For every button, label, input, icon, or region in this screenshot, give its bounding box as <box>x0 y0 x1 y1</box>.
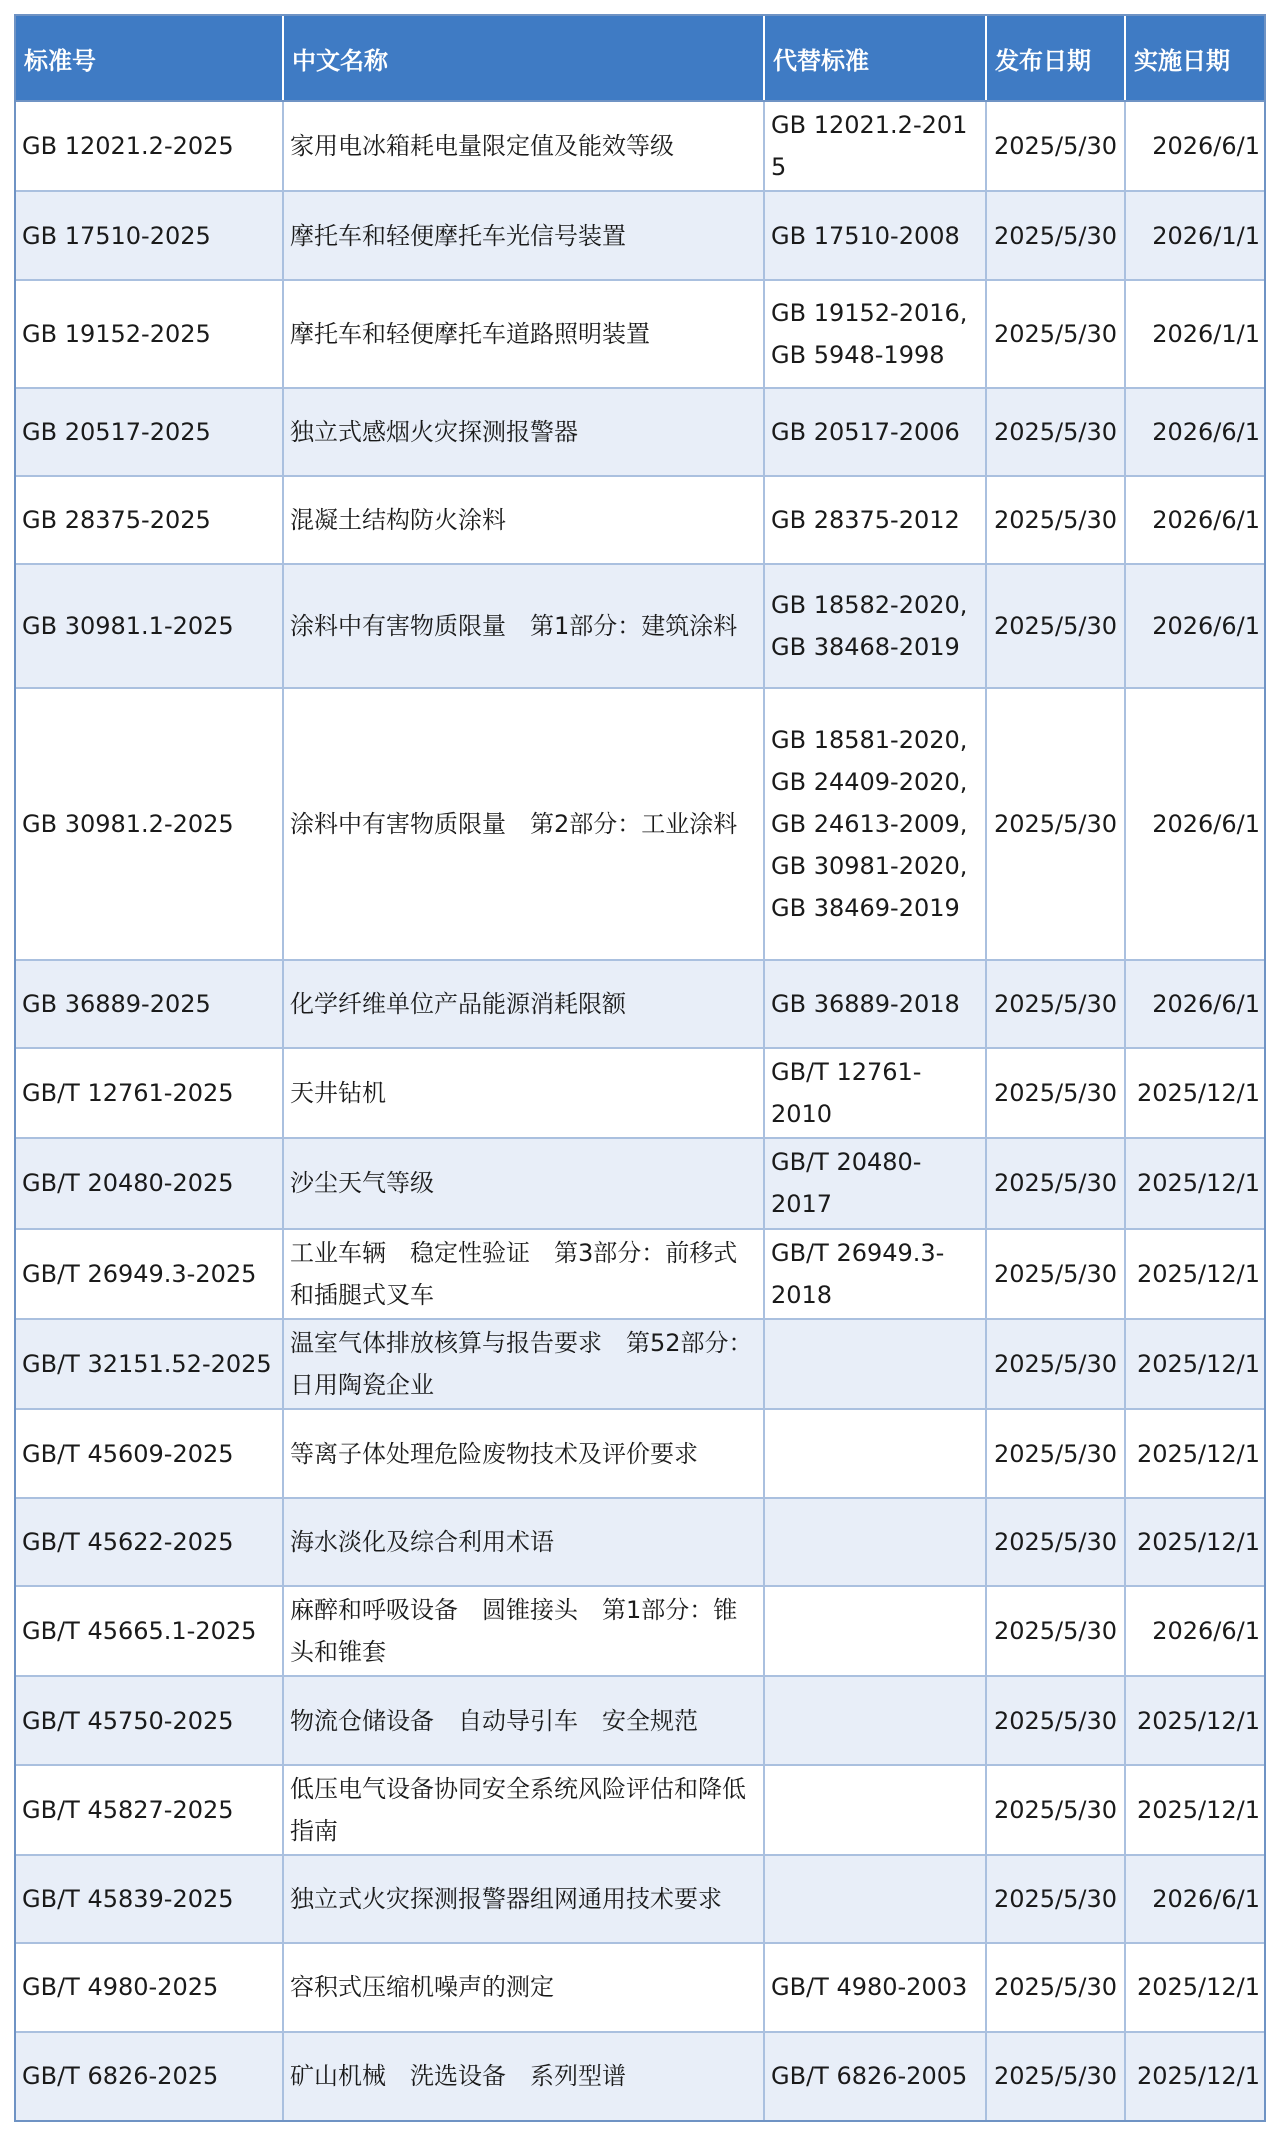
cell-effective-date: 2026/6/1 <box>1125 960 1264 1048</box>
replaced-standard-line: GB 5948-1998 <box>771 340 945 369</box>
cell-standard-number: GB 17510-2025 <box>16 191 283 279</box>
cell-standard-number: GB 30981.1-2025 <box>16 564 283 688</box>
replaced-standard-line: GB 12021.2-2015 <box>771 111 968 182</box>
table-row <box>16 1943 1264 2031</box>
replaced-standard-line: GB/T 20480- <box>771 1148 922 1177</box>
cell-replaced-standard <box>764 101 986 191</box>
cell-publish-date: 2025/5/30 <box>986 960 1125 1048</box>
cell-replaced-standard <box>764 1765 986 1855</box>
cell-chinese-name: 麻醉和呼吸设备 圆锥接头 第1部分：锥头和锥套 <box>283 1586 764 1676</box>
cell-chinese-name: 天井钻机 <box>283 1048 764 1138</box>
table-row <box>16 280 1264 388</box>
cell-effective-date: 2026/6/1 <box>1125 1586 1264 1676</box>
cell-standard-number: GB/T 32151.52-2025 <box>16 1319 283 1409</box>
replaced-standard-line: GB 30981-2020, <box>771 852 968 881</box>
cell-publish-date: 2025/5/30 <box>986 1676 1125 1764</box>
cell-replaced-standard <box>764 564 986 688</box>
cell-replaced-standard <box>764 191 986 279</box>
cell-replaced-standard <box>764 1498 986 1586</box>
cell-publish-date: 2025/5/30 <box>986 101 1125 191</box>
replaced-standard-line: GB/T 26949.3- <box>771 1238 945 1267</box>
cell-replaced-standard <box>764 476 986 564</box>
table-row <box>16 1319 1264 1409</box>
cell-chinese-name: 沙尘天气等级 <box>283 1138 764 1228</box>
cell-effective-date: 2025/12/1 <box>1125 1409 1264 1497</box>
cell-publish-date: 2025/5/30 <box>986 1048 1125 1138</box>
table-row <box>16 1048 1264 1138</box>
cell-effective-date: 2025/12/1 <box>1125 1319 1264 1409</box>
replaced-standard-line: GB 19152-2016, <box>771 298 968 327</box>
cell-publish-date: 2025/5/30 <box>986 2032 1125 2120</box>
cell-publish-date: 2025/5/30 <box>986 1409 1125 1497</box>
cell-chinese-name: 容积式压缩机噪声的测定 <box>283 1943 764 2031</box>
replaced-standard-line: GB 24613-2009, <box>771 810 968 839</box>
cell-publish-date: 2025/5/30 <box>986 1138 1125 1228</box>
cell-effective-date: 2025/12/1 <box>1125 2032 1264 2120</box>
cell-publish-date: 2025/5/30 <box>986 388 1125 476</box>
cell-replaced-standard <box>764 1943 986 2031</box>
cell-publish-date: 2025/5/30 <box>986 280 1125 388</box>
cell-standard-number: GB 20517-2025 <box>16 388 283 476</box>
table-row <box>16 1586 1264 1676</box>
cell-chinese-name: 低压电气设备协同安全系统风险评估和降低指南 <box>283 1765 764 1855</box>
replaced-standard-line: 2017 <box>771 1190 833 1219</box>
cell-chinese-name: 家用电冰箱耗电量限定值及能效等级 <box>283 101 764 191</box>
header-publish-date: 发布日期 <box>986 16 1125 101</box>
cell-publish-date: 2025/5/30 <box>986 1943 1125 2031</box>
table-row <box>16 2032 1264 2120</box>
cell-publish-date: 2025/5/30 <box>986 476 1125 564</box>
cell-effective-date: 2025/12/1 <box>1125 1498 1264 1586</box>
cell-publish-date: 2025/5/30 <box>986 1319 1125 1409</box>
cell-replaced-standard <box>764 1319 986 1409</box>
cell-replaced-standard <box>764 1409 986 1497</box>
header-chinese-name: 中文名称 <box>283 16 764 101</box>
table-row <box>16 1138 1264 1228</box>
cell-standard-number: GB 12021.2-2025 <box>16 101 283 191</box>
cell-publish-date: 2025/5/30 <box>986 1855 1125 1943</box>
cell-effective-date: 2025/12/1 <box>1125 1676 1264 1764</box>
cell-effective-date: 2026/1/1 <box>1125 191 1264 279</box>
cell-effective-date: 2025/12/1 <box>1125 1138 1264 1228</box>
replaced-standard-line: GB/T 4980-2003 <box>771 1973 968 2002</box>
table-row <box>16 960 1264 1048</box>
cell-standard-number: GB 28375-2025 <box>16 476 283 564</box>
replaced-standard-line: GB 38468-2019 <box>771 633 960 662</box>
table-row <box>16 1676 1264 1764</box>
table-row <box>16 476 1264 564</box>
cell-publish-date: 2025/5/30 <box>986 688 1125 959</box>
replaced-standard-line: GB 18581-2020, <box>771 726 968 755</box>
cell-standard-number: GB/T 45622-2025 <box>16 1498 283 1586</box>
cell-effective-date: 2026/6/1 <box>1125 101 1264 191</box>
cell-publish-date: 2025/5/30 <box>986 1586 1125 1676</box>
cell-chinese-name: 独立式感烟火灾探测报警器 <box>283 388 764 476</box>
replaced-standard-line: GB 38469-2019 <box>771 894 960 923</box>
cell-effective-date: 2026/6/1 <box>1125 564 1264 688</box>
cell-standard-number: GB/T 45827-2025 <box>16 1765 283 1855</box>
table-row <box>16 1855 1264 1943</box>
standards-table-container <box>14 14 1266 2122</box>
table-header-row <box>16 16 1264 101</box>
cell-effective-date: 2026/6/1 <box>1125 476 1264 564</box>
standards-table <box>16 16 1264 2120</box>
table-body <box>16 101 1264 2120</box>
cell-replaced-standard <box>764 280 986 388</box>
cell-replaced-standard <box>764 388 986 476</box>
cell-chinese-name: 混凝土结构防火涂料 <box>283 476 764 564</box>
cell-publish-date: 2025/5/30 <box>986 564 1125 688</box>
cell-standard-number: GB 36889-2025 <box>16 960 283 1048</box>
cell-replaced-standard <box>764 960 986 1048</box>
cell-standard-number: GB/T 45609-2025 <box>16 1409 283 1497</box>
cell-replaced-standard <box>764 1229 986 1319</box>
cell-standard-number: GB/T 45839-2025 <box>16 1855 283 1943</box>
table-row <box>16 101 1264 191</box>
cell-chinese-name: 摩托车和轻便摩托车光信号装置 <box>283 191 764 279</box>
cell-chinese-name: 摩托车和轻便摩托车道路照明装置 <box>283 280 764 388</box>
cell-effective-date: 2025/12/1 <box>1125 1765 1264 1855</box>
cell-standard-number: GB/T 12761-2025 <box>16 1048 283 1138</box>
cell-replaced-standard <box>764 2032 986 2120</box>
table-row <box>16 191 1264 279</box>
replaced-standard-line: 2018 <box>771 1280 833 1309</box>
cell-publish-date: 2025/5/30 <box>986 191 1125 279</box>
cell-effective-date: 2025/12/1 <box>1125 1048 1264 1138</box>
cell-chinese-name: 独立式火灾探测报警器组网通用技术要求 <box>283 1855 764 1943</box>
cell-replaced-standard <box>764 1676 986 1764</box>
header-standard-number: 标准号 <box>16 16 283 101</box>
cell-chinese-name: 涂料中有害物质限量 第1部分：建筑涂料 <box>283 564 764 688</box>
replaced-standard-line: GB 18582-2020, <box>771 591 968 620</box>
cell-effective-date: 2026/1/1 <box>1125 280 1264 388</box>
cell-replaced-standard <box>764 688 986 959</box>
cell-standard-number: GB 19152-2025 <box>16 280 283 388</box>
cell-effective-date: 2025/12/1 <box>1125 1229 1264 1319</box>
table-row <box>16 1409 1264 1497</box>
table-row <box>16 1229 1264 1319</box>
cell-publish-date: 2025/5/30 <box>986 1765 1125 1855</box>
cell-standard-number: GB/T 45750-2025 <box>16 1676 283 1764</box>
replaced-standard-line: GB 24409-2020, <box>771 768 968 797</box>
cell-standard-number: GB/T 4980-2025 <box>16 1943 283 2031</box>
table-row <box>16 1765 1264 1855</box>
cell-chinese-name: 温室气体排放核算与报告要求 第52部分：日用陶瓷企业 <box>283 1319 764 1409</box>
cell-chinese-name: 涂料中有害物质限量 第2部分：工业涂料 <box>283 688 764 959</box>
cell-standard-number: GB/T 26949.3-2025 <box>16 1229 283 1319</box>
replaced-standard-line: GB 20517-2006 <box>771 418 960 447</box>
cell-chinese-name: 物流仓储设备 自动导引车 安全规范 <box>283 1676 764 1764</box>
cell-effective-date: 2026/6/1 <box>1125 388 1264 476</box>
header-effective-date: 实施日期 <box>1125 16 1264 101</box>
cell-standard-number: GB/T 6826-2025 <box>16 2032 283 2120</box>
cell-effective-date: 2026/6/1 <box>1125 688 1264 959</box>
table-row <box>16 688 1264 959</box>
replaced-standard-line: GB 17510-2008 <box>771 221 960 250</box>
cell-chinese-name: 工业车辆 稳定性验证 第3部分：前移式和插腿式叉车 <box>283 1229 764 1319</box>
replaced-standard-line: GB/T 6826-2005 <box>771 2062 968 2091</box>
replaced-standard-line: GB/T 12761- <box>771 1058 922 1087</box>
header-replaced-standard: 代替标准 <box>764 16 986 101</box>
cell-effective-date: 2025/12/1 <box>1125 1943 1264 2031</box>
cell-chinese-name: 化学纤维单位产品能源消耗限额 <box>283 960 764 1048</box>
cell-publish-date: 2025/5/30 <box>986 1498 1125 1586</box>
cell-standard-number: GB/T 45665.1-2025 <box>16 1586 283 1676</box>
cell-replaced-standard <box>764 1586 986 1676</box>
cell-publish-date: 2025/5/30 <box>986 1229 1125 1319</box>
replaced-standard-line: GB 28375-2012 <box>771 506 960 535</box>
replaced-standard-line: GB 36889-2018 <box>771 989 960 1018</box>
cell-standard-number: GB 30981.2-2025 <box>16 688 283 959</box>
cell-chinese-name: 海水淡化及综合利用术语 <box>283 1498 764 1586</box>
cell-effective-date: 2026/6/1 <box>1125 1855 1264 1943</box>
table-row <box>16 564 1264 688</box>
table-row <box>16 1498 1264 1586</box>
cell-replaced-standard <box>764 1138 986 1228</box>
cell-replaced-standard <box>764 1855 986 1943</box>
cell-standard-number: GB/T 20480-2025 <box>16 1138 283 1228</box>
cell-chinese-name: 矿山机械 洗选设备 系列型谱 <box>283 2032 764 2120</box>
cell-chinese-name: 等离子体处理危险废物技术及评价要求 <box>283 1409 764 1497</box>
table-row <box>16 388 1264 476</box>
cell-replaced-standard <box>764 1048 986 1138</box>
replaced-standard-line: 2010 <box>771 1100 833 1129</box>
